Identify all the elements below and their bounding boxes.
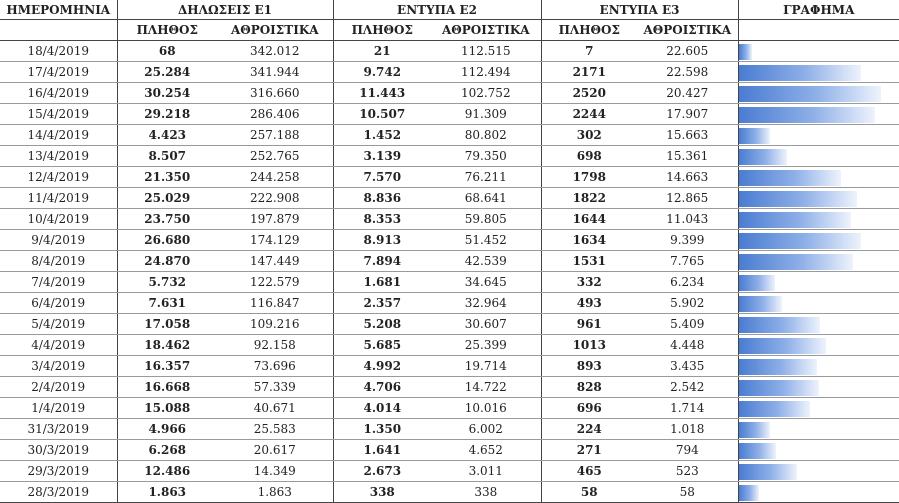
graph-cell xyxy=(738,335,899,356)
graph-cell xyxy=(738,314,899,335)
e2-cumulative-cell: 59.805 xyxy=(431,209,541,230)
date-cell: 30/3/2019 xyxy=(0,440,117,461)
graph-cell xyxy=(738,377,899,398)
e3-count-cell: 2520 xyxy=(541,83,637,104)
e3-cumulative-cell: 12.865 xyxy=(637,188,738,209)
e3-cumulative-cell: 5.902 xyxy=(637,293,738,314)
table-row xyxy=(0,167,899,188)
graph-cell xyxy=(738,209,899,230)
e1-cumulative-cell: 40.671 xyxy=(217,398,333,419)
e1-cumulative-cell: 342.012 xyxy=(217,41,333,62)
e1-count-cell: 7.631 xyxy=(117,293,217,314)
e1-cumulative-cell: 174.129 xyxy=(217,230,333,251)
e1-cumulative-cell: 222.908 xyxy=(217,188,333,209)
e2-count-cell: 9.742 xyxy=(333,62,431,83)
e2-count-cell: 3.139 xyxy=(333,146,431,167)
e2-count-cell: 5.685 xyxy=(333,335,431,356)
e1-count-cell: 68 xyxy=(117,41,217,62)
e3-count-cell: 1822 xyxy=(541,188,637,209)
e1-cumulative-cell: 57.339 xyxy=(217,377,333,398)
date-header: ΗΜΕΡΟΜΗΝΙΑ xyxy=(0,0,117,20)
table-row xyxy=(0,62,899,83)
date-cell: 12/4/2019 xyxy=(0,167,117,188)
date-cell: 7/4/2019 xyxy=(0,272,117,293)
e3-cumulative-cell: 794 xyxy=(637,440,738,461)
e2-count-cell: 1.681 xyxy=(333,272,431,293)
e1-count-cell: 5.732 xyxy=(117,272,217,293)
table-row xyxy=(0,41,899,62)
e2-cumulative-cell: 80.802 xyxy=(431,125,541,146)
date-cell: 11/4/2019 xyxy=(0,188,117,209)
data-bar xyxy=(739,401,810,417)
e3-count-cell: 1531 xyxy=(541,251,637,272)
e1-count-cell: 8.507 xyxy=(117,146,217,167)
e2-count-cell: 1.452 xyxy=(333,125,431,146)
e3-count-cell: 696 xyxy=(541,398,637,419)
e3-cumulative-cell: 6.234 xyxy=(637,272,738,293)
date-cell: 29/3/2019 xyxy=(0,461,117,482)
date-cell: 13/4/2019 xyxy=(0,146,117,167)
table-row xyxy=(0,293,899,314)
e3-count-cell: 493 xyxy=(541,293,637,314)
e3-count-cell: 1634 xyxy=(541,230,637,251)
e1-cumulative-cell: 14.349 xyxy=(217,461,333,482)
table-row xyxy=(0,398,899,419)
date-cell: 28/3/2019 xyxy=(0,482,117,503)
graph-cell xyxy=(738,482,899,503)
date-cell: 6/4/2019 xyxy=(0,293,117,314)
e1-cumulative-cell: 109.216 xyxy=(217,314,333,335)
e2-cumulative-cell: 4.652 xyxy=(431,440,541,461)
e3-count-cell: 224 xyxy=(541,419,637,440)
e3-count-cell: 2244 xyxy=(541,104,637,125)
data-bar xyxy=(739,233,861,249)
e3-cumulative-cell: 14.663 xyxy=(637,167,738,188)
e1-count-cell: 21.350 xyxy=(117,167,217,188)
table-row xyxy=(0,440,899,461)
graph-cell xyxy=(738,41,899,62)
e2-count-cell: 5.208 xyxy=(333,314,431,335)
e2-cumulative-cell: 42.539 xyxy=(431,251,541,272)
e3-cumulative-cell: 11.043 xyxy=(637,209,738,230)
e3-count-cell: 332 xyxy=(541,272,637,293)
date-cell: 10/4/2019 xyxy=(0,209,117,230)
e1-cumulative-cell: 116.847 xyxy=(217,293,333,314)
graph-cell xyxy=(738,461,899,482)
e3-cumulative-cell: 7.765 xyxy=(637,251,738,272)
data-bar xyxy=(739,254,853,270)
e3-count-cell: 7 xyxy=(541,41,637,62)
graph-cell xyxy=(738,251,899,272)
e2-cumulative-cell: 30.607 xyxy=(431,314,541,335)
e2-cumulative-header: ΑΘΡΟΙΣΤΙΚΑ xyxy=(431,20,541,41)
e2-count-cell: 7.894 xyxy=(333,251,431,272)
date-cell: 31/3/2019 xyxy=(0,419,117,440)
e3-cumulative-cell: 4.448 xyxy=(637,335,738,356)
date-cell: 17/4/2019 xyxy=(0,62,117,83)
e2-count-cell: 2.673 xyxy=(333,461,431,482)
e2-count-cell: 1.350 xyxy=(333,419,431,440)
date-cell: 14/4/2019 xyxy=(0,125,117,146)
data-bar xyxy=(739,422,770,438)
e3-count-cell: 1644 xyxy=(541,209,637,230)
graph-cell xyxy=(738,230,899,251)
e1-cumulative-cell: 147.449 xyxy=(217,251,333,272)
date-cell: 16/4/2019 xyxy=(0,83,117,104)
e1-count-cell: 12.486 xyxy=(117,461,217,482)
table-row xyxy=(0,419,899,440)
data-bar xyxy=(739,275,775,291)
e3-cumulative-cell: 5.409 xyxy=(637,314,738,335)
table-row xyxy=(0,377,899,398)
e3-count-cell: 1013 xyxy=(541,335,637,356)
e3-cumulative-cell: 1.714 xyxy=(637,398,738,419)
date-cell: 1/4/2019 xyxy=(0,398,117,419)
graph-cell xyxy=(738,356,899,377)
table-row xyxy=(0,125,899,146)
date-subheader-empty xyxy=(0,20,117,41)
e1-count-cell: 6.268 xyxy=(117,440,217,461)
table-row xyxy=(0,188,899,209)
e3-count-cell: 465 xyxy=(541,461,637,482)
e3-count-cell: 698 xyxy=(541,146,637,167)
table-row xyxy=(0,482,899,503)
e1-count-cell: 30.254 xyxy=(117,83,217,104)
graph-cell xyxy=(738,83,899,104)
e2-cumulative-cell: 14.722 xyxy=(431,377,541,398)
e3-cumulative-cell: 58 xyxy=(637,482,738,503)
e2-cumulative-cell: 6.002 xyxy=(431,419,541,440)
e2-count-cell: 4.014 xyxy=(333,398,431,419)
e2-cumulative-cell: 32.964 xyxy=(431,293,541,314)
e3-cumulative-cell: 20.427 xyxy=(637,83,738,104)
graph-cell xyxy=(738,167,899,188)
graph-header: ΓΡΑΦΗΜΑ xyxy=(738,0,899,20)
graph-cell xyxy=(738,398,899,419)
e3-cumulative-cell: 17.907 xyxy=(637,104,738,125)
e1-cumulative-cell: 25.583 xyxy=(217,419,333,440)
e3-count-cell: 58 xyxy=(541,482,637,503)
data-bar xyxy=(739,44,752,60)
date-cell: 2/4/2019 xyxy=(0,377,117,398)
e2-count-cell: 21 xyxy=(333,41,431,62)
e3-count-header: ΠΛΗΘΟΣ xyxy=(541,20,637,41)
e3-cumulative-cell: 15.361 xyxy=(637,146,738,167)
data-bar xyxy=(739,317,820,333)
data-bar xyxy=(739,149,787,165)
table-row xyxy=(0,251,899,272)
data-bar xyxy=(739,359,817,375)
table-row xyxy=(0,83,899,104)
e1-cumulative-cell: 92.158 xyxy=(217,335,333,356)
e3-count-cell: 302 xyxy=(541,125,637,146)
table-row xyxy=(0,356,899,377)
e1-count-cell: 24.870 xyxy=(117,251,217,272)
data-bar xyxy=(739,485,759,501)
e2-cumulative-cell: 338 xyxy=(431,482,541,503)
e1-cumulative-cell: 122.579 xyxy=(217,272,333,293)
e2-count-cell: 4.992 xyxy=(333,356,431,377)
graph-cell xyxy=(738,293,899,314)
e2-count-cell: 10.507 xyxy=(333,104,431,125)
date-cell: 9/4/2019 xyxy=(0,230,117,251)
date-cell: 4/4/2019 xyxy=(0,335,117,356)
table-row xyxy=(0,230,899,251)
e2-cumulative-cell: 76.211 xyxy=(431,167,541,188)
e1-count-cell: 4.966 xyxy=(117,419,217,440)
e2-cumulative-cell: 102.752 xyxy=(431,83,541,104)
data-bar xyxy=(739,191,857,207)
e2-cumulative-cell: 3.011 xyxy=(431,461,541,482)
e1-group-header: ΔΗΛΩΣΕΙΣ Ε1 xyxy=(117,0,333,20)
graph-cell xyxy=(738,104,899,125)
e1-cumulative-cell: 244.258 xyxy=(217,167,333,188)
e2-count-cell: 8.836 xyxy=(333,188,431,209)
e3-count-cell: 1798 xyxy=(541,167,637,188)
e2-cumulative-cell: 34.645 xyxy=(431,272,541,293)
e1-cumulative-cell: 316.660 xyxy=(217,83,333,104)
e2-count-cell: 8.353 xyxy=(333,209,431,230)
graph-cell xyxy=(738,440,899,461)
e1-cumulative-cell: 257.188 xyxy=(217,125,333,146)
e2-cumulative-cell: 112.515 xyxy=(431,41,541,62)
e2-cumulative-cell: 25.399 xyxy=(431,335,541,356)
e3-group-header: ΕΝΤΥΠΑ Ε3 xyxy=(541,0,738,20)
e3-count-cell: 961 xyxy=(541,314,637,335)
e1-count-header: ΠΛΗΘΟΣ xyxy=(117,20,217,41)
e3-cumulative-cell: 22.598 xyxy=(637,62,738,83)
e1-count-cell: 4.423 xyxy=(117,125,217,146)
date-cell: 15/4/2019 xyxy=(0,104,117,125)
e1-cumulative-cell: 197.879 xyxy=(217,209,333,230)
data-bar xyxy=(739,338,826,354)
date-cell: 3/4/2019 xyxy=(0,356,117,377)
graph-cell xyxy=(738,146,899,167)
table-row xyxy=(0,209,899,230)
e2-count-header: ΠΛΗΘΟΣ xyxy=(333,20,431,41)
data-bar xyxy=(739,170,841,186)
e1-count-cell: 25.029 xyxy=(117,188,217,209)
data-bar xyxy=(739,464,797,480)
graph-subheader-empty xyxy=(738,20,899,41)
graph-cell xyxy=(738,188,899,209)
data-bar xyxy=(739,107,875,123)
e2-count-cell: 2.357 xyxy=(333,293,431,314)
data-bar xyxy=(739,128,770,144)
graph-cell xyxy=(738,272,899,293)
data-bar xyxy=(739,443,776,459)
e1-count-cell: 16.357 xyxy=(117,356,217,377)
table-row xyxy=(0,461,899,482)
e2-count-cell: 7.570 xyxy=(333,167,431,188)
e3-cumulative-cell: 523 xyxy=(637,461,738,482)
data-bar xyxy=(739,212,851,228)
e3-cumulative-cell: 3.435 xyxy=(637,356,738,377)
e3-cumulative-cell: 22.605 xyxy=(637,41,738,62)
table-body xyxy=(0,41,899,503)
e3-cumulative-cell: 1.018 xyxy=(637,419,738,440)
e3-count-cell: 893 xyxy=(541,356,637,377)
e2-count-cell: 4.706 xyxy=(333,377,431,398)
e1-count-cell: 1.863 xyxy=(117,482,217,503)
e1-count-cell: 15.088 xyxy=(117,398,217,419)
e2-cumulative-cell: 51.452 xyxy=(431,230,541,251)
e3-count-cell: 271 xyxy=(541,440,637,461)
e3-count-cell: 2171 xyxy=(541,62,637,83)
e1-count-cell: 16.668 xyxy=(117,377,217,398)
e2-count-cell: 338 xyxy=(333,482,431,503)
e1-count-cell: 17.058 xyxy=(117,314,217,335)
e3-cumulative-cell: 15.663 xyxy=(637,125,738,146)
e2-cumulative-cell: 68.641 xyxy=(431,188,541,209)
graph-cell xyxy=(738,419,899,440)
e1-count-cell: 18.462 xyxy=(117,335,217,356)
table-row xyxy=(0,335,899,356)
e1-count-cell: 23.750 xyxy=(117,209,217,230)
e1-cumulative-cell: 73.696 xyxy=(217,356,333,377)
graph-cell xyxy=(738,62,899,83)
date-cell: 18/4/2019 xyxy=(0,41,117,62)
e2-cumulative-cell: 10.016 xyxy=(431,398,541,419)
e2-group-header: ΕΝΤΥΠΑ Ε2 xyxy=(333,0,541,20)
e2-cumulative-cell: 79.350 xyxy=(431,146,541,167)
data-bar xyxy=(739,65,861,81)
e2-cumulative-cell: 112.494 xyxy=(431,62,541,83)
e1-count-cell: 29.218 xyxy=(117,104,217,125)
e1-cumulative-header: ΑΘΡΟΙΣΤΙΚΑ xyxy=(217,20,333,41)
date-cell: 8/4/2019 xyxy=(0,251,117,272)
e1-count-cell: 26.680 xyxy=(117,230,217,251)
date-cell: 5/4/2019 xyxy=(0,314,117,335)
e2-count-cell: 11.443 xyxy=(333,83,431,104)
e1-cumulative-cell: 252.765 xyxy=(217,146,333,167)
graph-cell xyxy=(738,125,899,146)
e1-cumulative-cell: 341.944 xyxy=(217,62,333,83)
data-bar xyxy=(739,380,819,396)
e1-count-cell: 25.284 xyxy=(117,62,217,83)
e3-cumulative-cell: 2.542 xyxy=(637,377,738,398)
table-row xyxy=(0,104,899,125)
e1-cumulative-cell: 286.406 xyxy=(217,104,333,125)
e2-count-cell: 1.641 xyxy=(333,440,431,461)
table-row xyxy=(0,272,899,293)
data-bar xyxy=(739,86,881,102)
data-bar xyxy=(739,296,782,312)
e3-count-cell: 828 xyxy=(541,377,637,398)
e3-cumulative-cell: 9.399 xyxy=(637,230,738,251)
table-row xyxy=(0,146,899,167)
e1-cumulative-cell: 20.617 xyxy=(217,440,333,461)
e1-cumulative-cell: 1.863 xyxy=(217,482,333,503)
e3-cumulative-header: ΑΘΡΟΙΣΤΙΚΑ xyxy=(637,20,738,41)
e2-cumulative-cell: 91.309 xyxy=(431,104,541,125)
table-row xyxy=(0,314,899,335)
e2-cumulative-cell: 19.714 xyxy=(431,356,541,377)
e2-count-cell: 8.913 xyxy=(333,230,431,251)
